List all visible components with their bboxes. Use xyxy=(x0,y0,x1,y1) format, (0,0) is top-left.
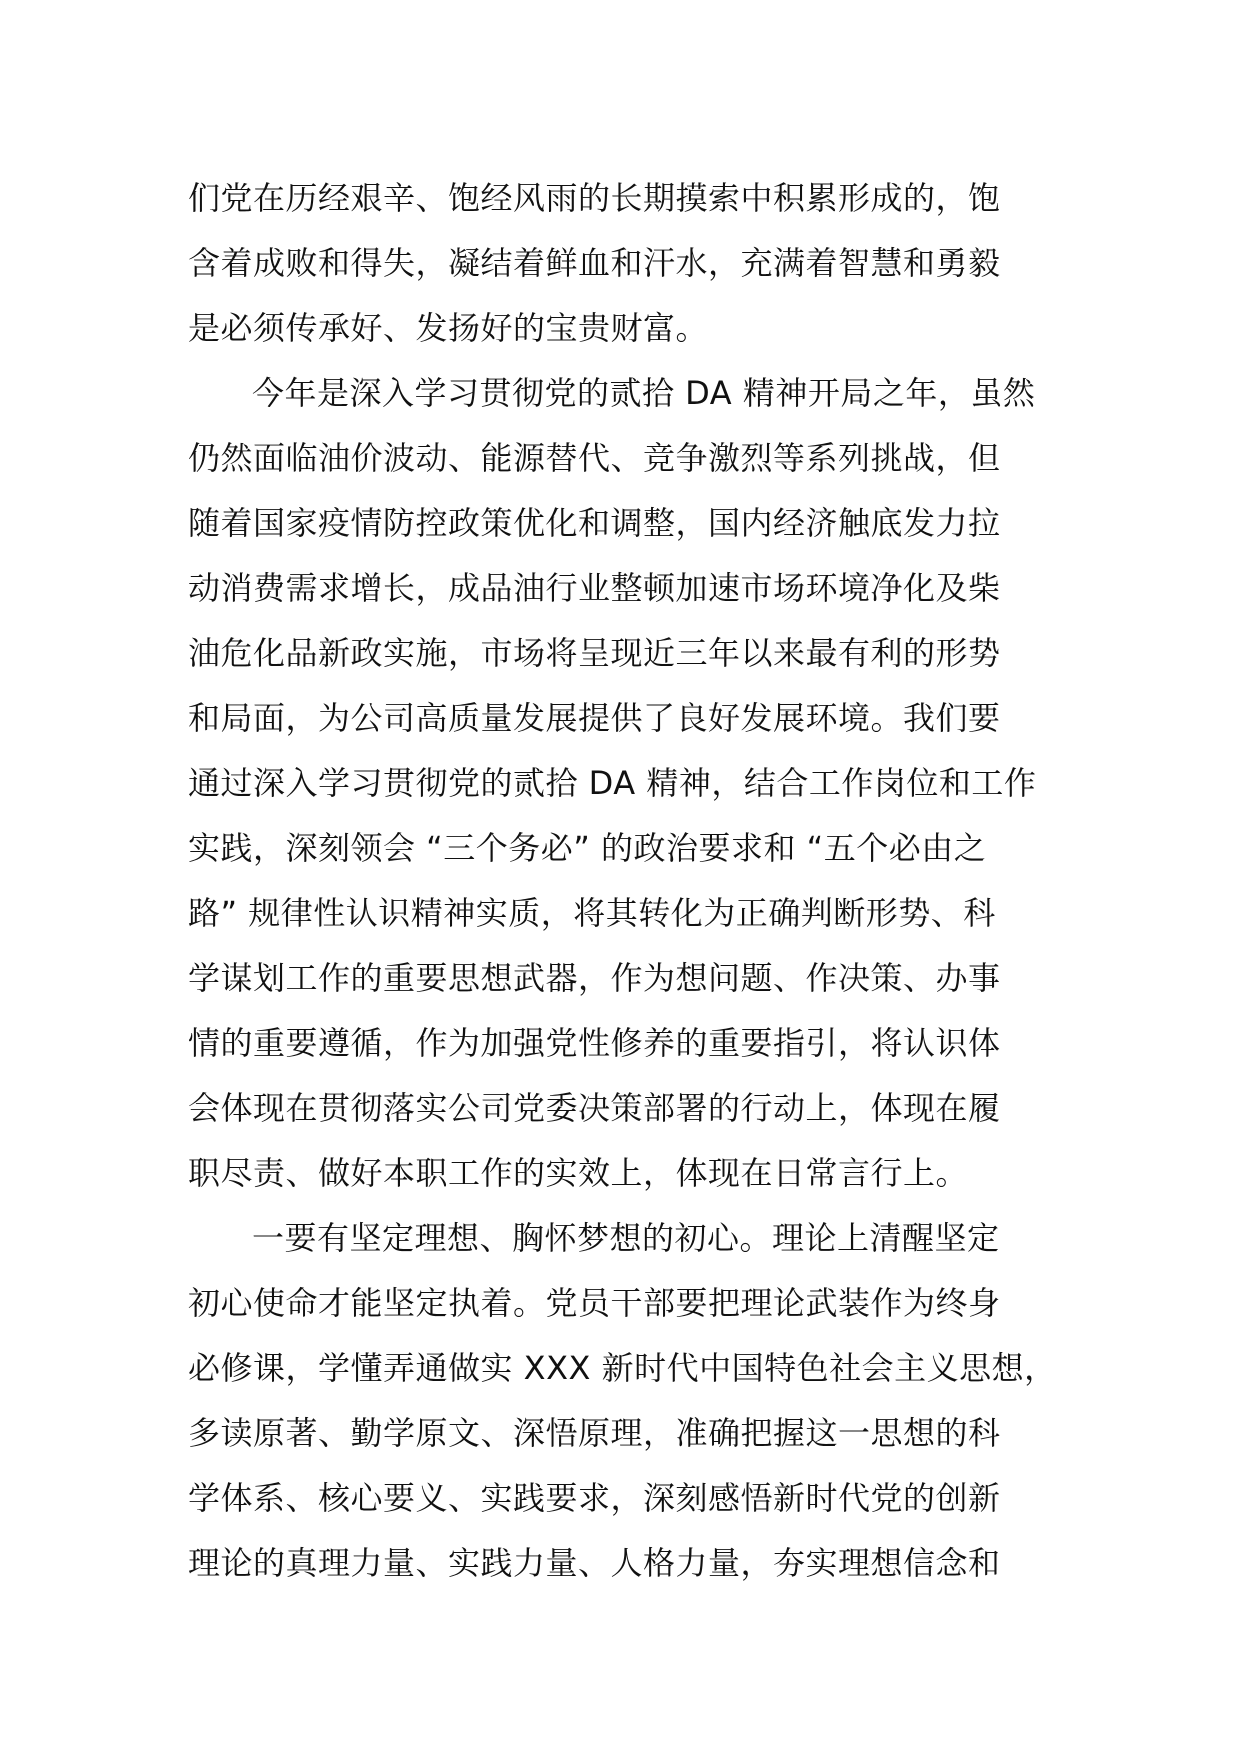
body-text xyxy=(188,166,1088,1596)
text-line: 随着国家疫情防控政策优化和调整，国内经济触底发力拉 xyxy=(188,504,1001,542)
text-line: 实践，深刻领会 “三个务必” 的政治要求和 “五个必由之 xyxy=(188,829,987,867)
text-line: 含着成败和得失，凝结着鲜血和汗水，充满着智慧和勇毅 xyxy=(188,244,1001,282)
text-line: 学体系、核心要义、实践要求，深刻感悟新时代党的创新 xyxy=(188,1479,1001,1517)
text-line: 必修课，学懂弄通做实 XXX 新时代中国特色社会主义思想， xyxy=(188,1349,1057,1387)
paragraph-first-line: 今年是深入学习贯彻党的贰拾 DA 精神开局之年，虽然 xyxy=(252,374,1036,412)
paragraph-first-line: 一要有坚定理想、胸怀梦想的初心。理论上清醒坚定 xyxy=(252,1219,1000,1257)
text-line: 仍然面临油价波动、能源替代、竞争激烈等系列挑战，但 xyxy=(188,439,1001,477)
text-line: 动消费需求增长，成品油行业整顿加速市场环境净化及柴 xyxy=(188,569,1001,607)
text-line: 是必须传承好、发扬好的宝贵财富。 xyxy=(188,309,709,347)
text-line: 多读原著、勤学原文、深悟原理，准确把握这一思想的科 xyxy=(188,1414,1001,1452)
text-line: 理论的真理力量、实践力量、人格力量，夯实理想信念和 xyxy=(188,1544,1001,1582)
text-line: 路” 规律性认识精神实质，将其转化为正确判断形势、科 xyxy=(188,894,996,932)
text-line: 初心使命才能坚定执着。党员干部要把理论武装作为终身 xyxy=(188,1284,1001,1322)
text-line: 们党在历经艰辛、饱经风雨的长期摸索中积累形成的，饱 xyxy=(188,179,1001,217)
text-line: 油危化品新政实施，市场将呈现近三年以来最有利的形势 xyxy=(188,634,1001,672)
text-line: 学谋划工作的重要思想武器，作为想问题、作决策、办事 xyxy=(188,959,1001,997)
text-line: 会体现在贯彻落实公司党委决策部署的行动上，体现在履 xyxy=(188,1089,1001,1127)
text-line: 职尽责、做好本职工作的实效上，体现在日常言行上。 xyxy=(188,1154,969,1192)
text-line: 和局面，为公司高质量发展提供了良好发展环境。我们要 xyxy=(188,699,1001,737)
text-line: 情的重要遵循，作为加强党性修养的重要指引，将认识体 xyxy=(188,1024,1001,1062)
text-line: 通过深入学习贯彻党的贰拾 DA 精神，结合工作岗位和工作 xyxy=(188,764,1037,802)
